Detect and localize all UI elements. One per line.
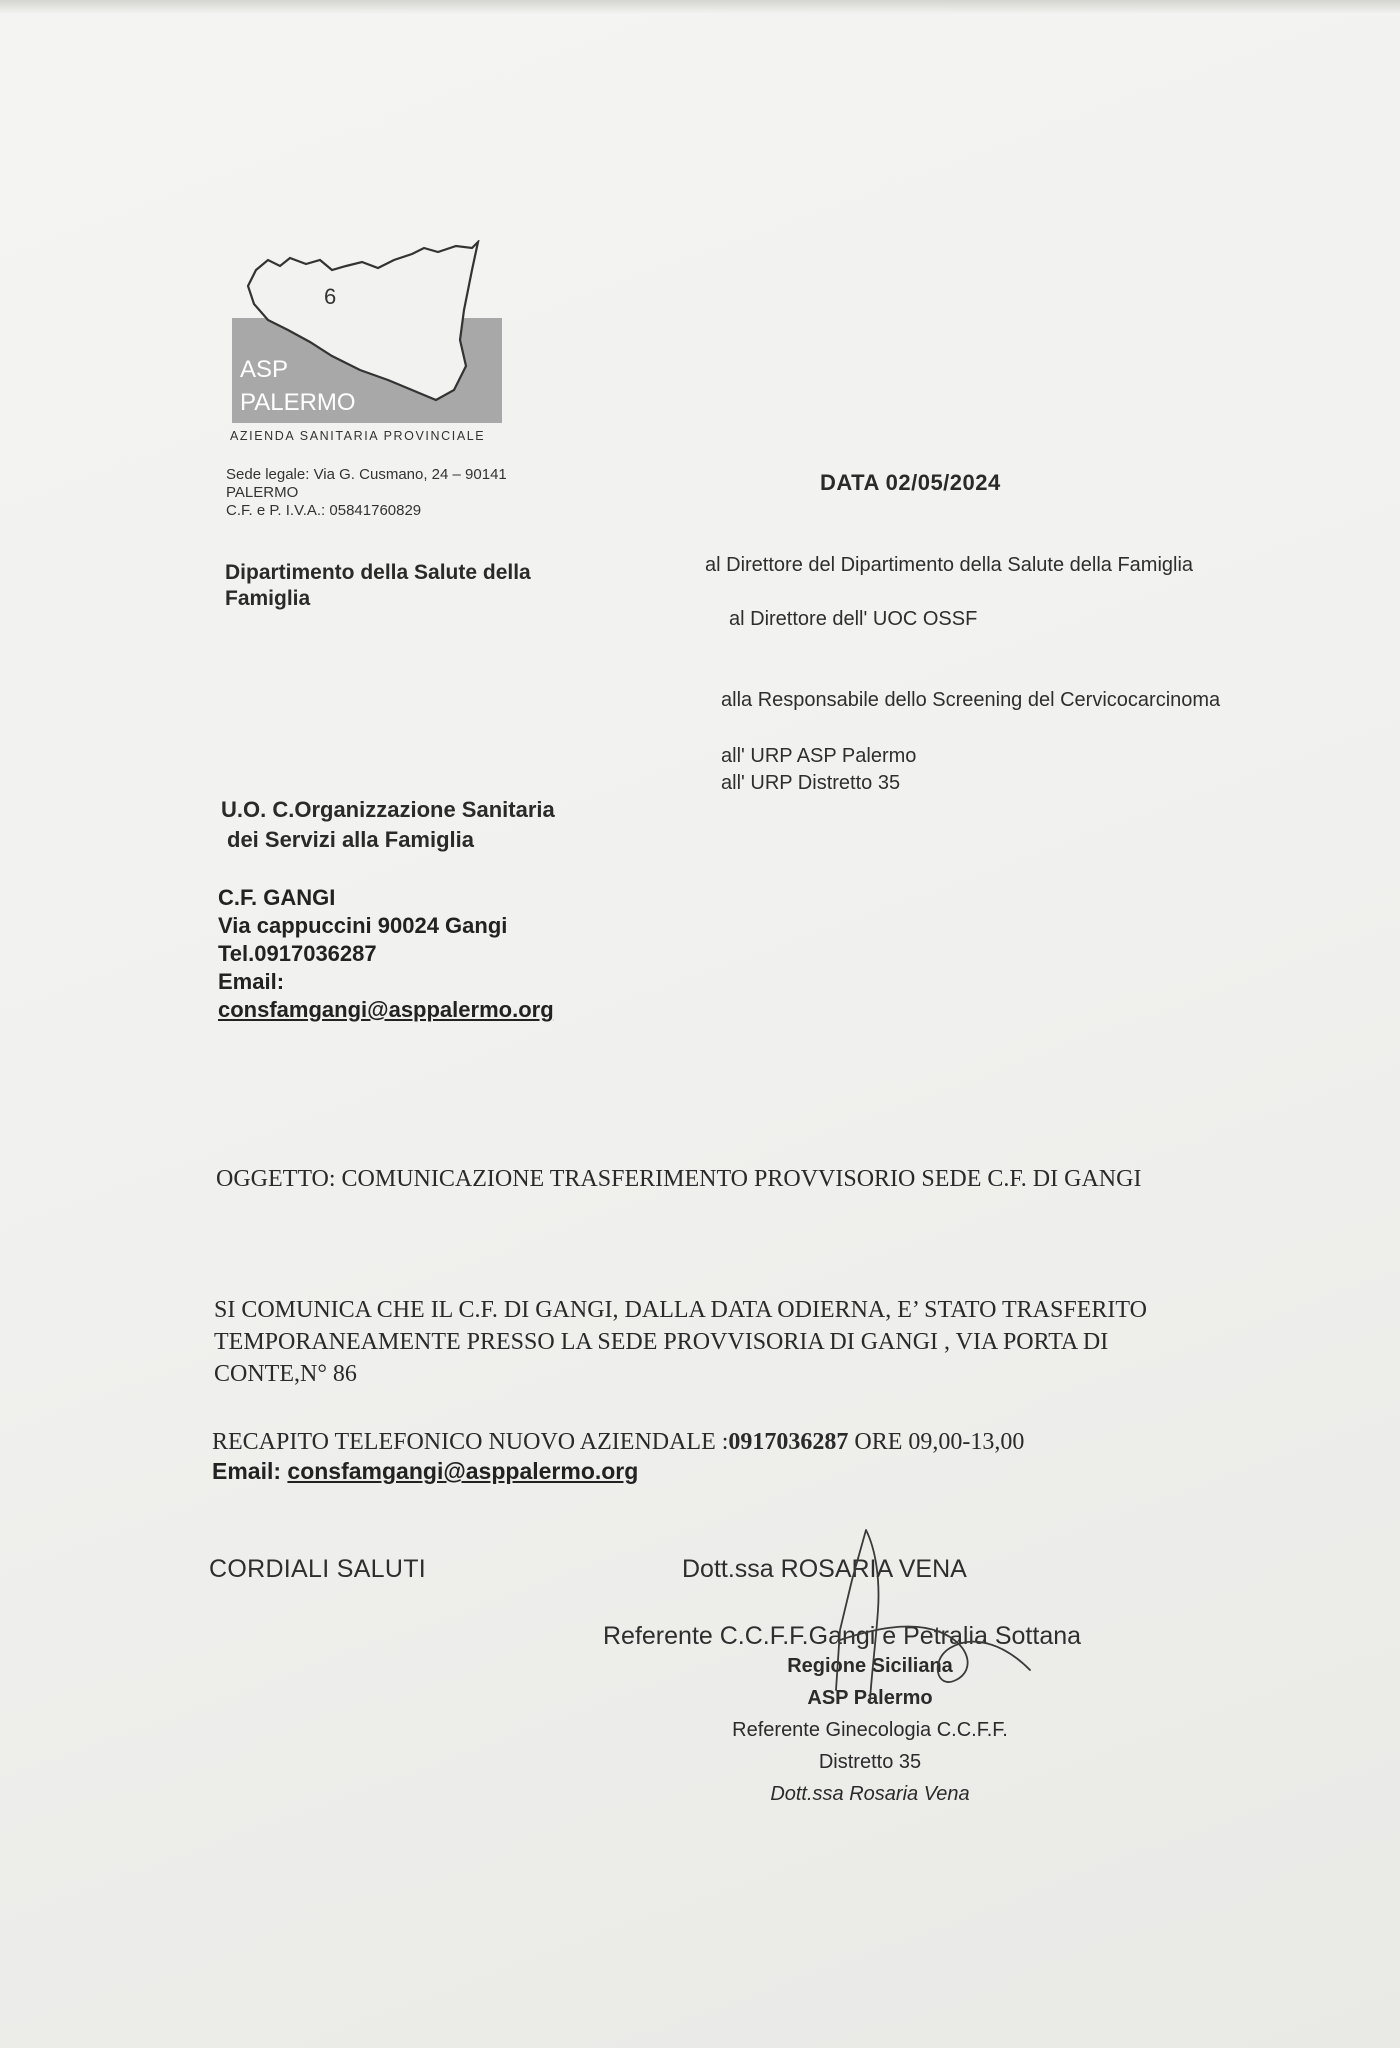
signatory-name: Dott.ssa ROSARIA VENA (682, 1555, 967, 1583)
recipient-5: all' URP Distretto 35 (721, 772, 901, 794)
sede-line-3: C.F. e P. I.V.A.: 05841760829 (226, 502, 422, 519)
recipient-2: al Direttore dell' UOC OSSF (729, 608, 978, 630)
unit-line-2: dei Servizi alla Famiglia (227, 827, 474, 852)
contact-tel: Tel.0917036287 (218, 941, 377, 966)
contact-email[interactable]: consfamgangi@asppalermo.org (218, 997, 554, 1022)
logo-text-asp: ASP (240, 356, 289, 383)
stamp-line-5: Dott.ssa Rosaria Vena (770, 1783, 970, 1805)
asp-palermo-logo (228, 240, 528, 445)
phone-label: RECAPITO TELEFONICO NUOVO AZIENDALE : (212, 1429, 729, 1455)
subject-line: OGGETTO: COMUNICAZIONE TRASFERIMENTO PROVVISORIO SEDE C.F. DI GANGI (216, 1166, 1142, 1192)
phone-line (212, 1426, 1024, 1458)
recipient-urp-block (721, 743, 916, 797)
sede-line-1: Sede legale: Via G. Cusmano, 24 – 90141 (226, 466, 507, 483)
recipient-3: alla Responsabile dello Screening del Cervicocarcinoma (721, 689, 1221, 711)
stamp-line-3: Referente Ginecologia C.C.F.F. (732, 1719, 1008, 1741)
stamp-line-2: ASP Palermo (807, 1687, 933, 1709)
department-name: Dipartimento della Salute della Famiglia (225, 561, 531, 610)
email-line-value[interactable]: consfamgangi@asppalermo.org (287, 1458, 639, 1484)
recipient-4: all' URP ASP Palermo (721, 745, 917, 767)
signature-stroke (836, 1530, 1030, 1700)
sicily-map-icon (228, 240, 528, 445)
logo-number: 6 (324, 284, 337, 309)
recipient-1: al Direttore del Dipartimento della Salute della Famiglia (705, 554, 1194, 576)
contact-address: Via cappuccini 90024 Gangi (218, 913, 508, 938)
contact-block (218, 884, 554, 1024)
stamp-line-4: Distretto 35 (818, 1751, 922, 1773)
sede-line-2: PALERMO (226, 484, 299, 501)
page-edge-shadow (0, 0, 1400, 14)
handwritten-signature (780, 1520, 1080, 1710)
signatory-role: Referente C.C.F.F.Gangi e Petralia Sottana (603, 1622, 1082, 1650)
closing-text: CORDIALI SALUTI (209, 1555, 427, 1583)
sede-legale-block (226, 466, 507, 520)
email-line-label: Email: (212, 1458, 288, 1484)
contact-email-label: Email: (218, 969, 285, 994)
body-paragraph: SI COMUNICA CHE IL C.F. DI GANGI, DALLA DATA ODIERNA, E’ STATO TRASFERITO TEMPORANEAMENTE PRESSO LA SEDE PROVVISORIA DI GANGI , VIA PORTA DI CONTE,N° 86 (214, 1297, 1147, 1387)
unit-line-1: U.O. C.Organizzazione Sanitaria (221, 797, 555, 822)
logo-text-palermo: PALERMO (240, 389, 356, 416)
unit-block (221, 795, 555, 855)
email-line (212, 1458, 638, 1485)
stamp-line-1: Regione Siciliana (787, 1655, 953, 1677)
phone-number: 0917036287 (728, 1429, 849, 1455)
letter-date: DATA 02/05/2024 (820, 470, 1001, 495)
phone-hours: ORE 09,00-13,00 (848, 1429, 1025, 1455)
contact-name: C.F. GANGI (218, 885, 336, 910)
logo-org-name: AZIENDA SANITARIA PROVINCIALE (230, 429, 486, 443)
